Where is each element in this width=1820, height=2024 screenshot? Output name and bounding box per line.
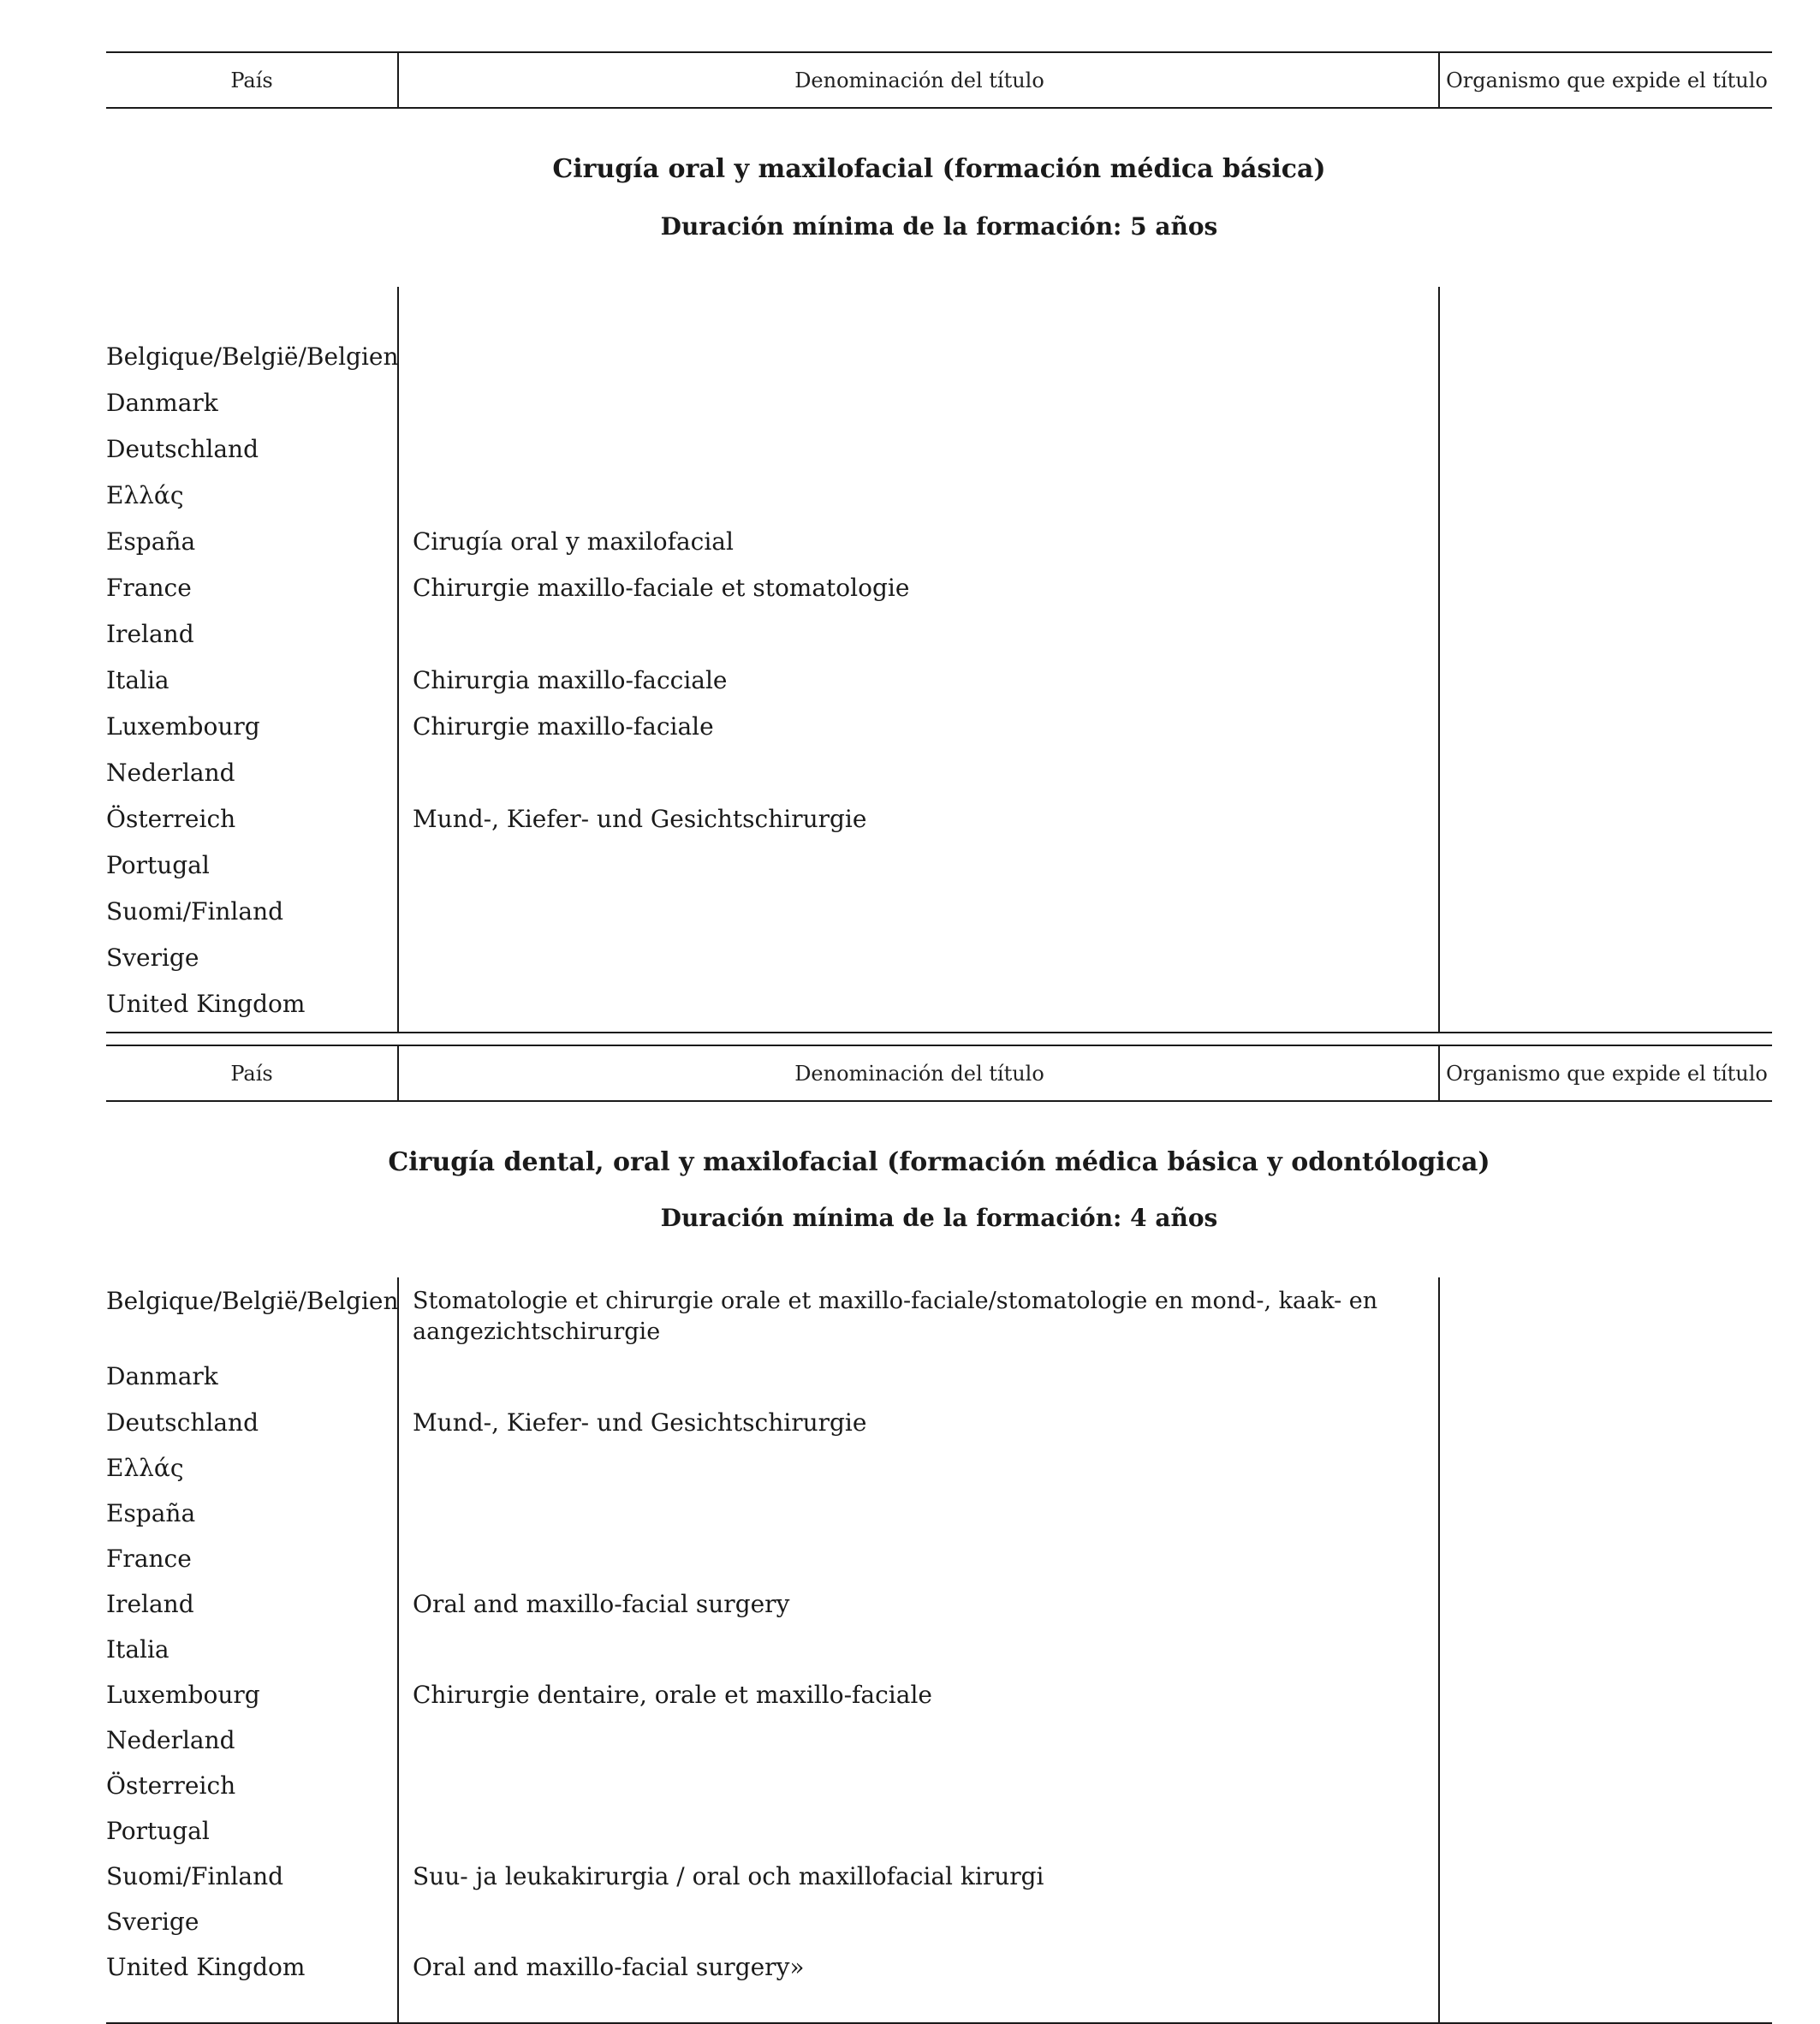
country-cell: Ireland [106, 1590, 194, 1618]
column-divider [1438, 287, 1440, 1032]
header-org: Organismo que expide el título [1438, 53, 1774, 107]
title-cell: Chirurgie maxillo-faciale et stomatologie [413, 574, 910, 602]
country-cell: Nederland [106, 1726, 235, 1754]
country-cell: España [106, 1499, 196, 1527]
country-cell: Nederland [106, 759, 235, 787]
country-cell: France [106, 574, 192, 602]
country-cell: Sverige [106, 944, 199, 972]
header-org: Organismo que expide el título [1438, 1046, 1774, 1100]
section-heading: Cirugía oral y maxilofacial (formación médica básica) [552, 154, 1326, 184]
country-cell: Ελλάς [106, 1454, 184, 1482]
country-cell: Österreich [106, 1771, 236, 1800]
country-cell: Suomi/Finland [106, 1862, 284, 1890]
country-cell: Luxembourg [106, 712, 260, 741]
section-duration: Duración mínima de la formación: 5 años [660, 212, 1218, 241]
column-divider [1438, 1277, 1440, 2022]
country-cell: Luxembourg [106, 1681, 260, 1709]
country-cell: Italia [106, 1635, 170, 1664]
section-duration: Duración mínima de la formación: 4 años [660, 1204, 1218, 1232]
country-cell: Danmark [106, 389, 218, 417]
column-divider [397, 287, 399, 1032]
country-cell: Sverige [106, 1908, 199, 1936]
header-title: Denominación del título [397, 1046, 1440, 1100]
header-title: Denominación del título [397, 53, 1440, 107]
table-header [106, 51, 1772, 109]
title-cell: Chirurgie dentaire, orale et maxillo-faciale [413, 1681, 932, 1709]
column-divider [397, 1277, 399, 2022]
country-cell: United Kingdom [106, 1953, 306, 1981]
country-cell: Italia [106, 666, 170, 694]
country-cell: Belgique/België/Belgien [106, 342, 399, 371]
country-cell: Ελλάς [106, 481, 184, 509]
country-cell: Österreich [106, 805, 236, 833]
country-cell: España [106, 527, 196, 556]
header-country: País [230, 68, 273, 92]
table-header [106, 1045, 1772, 1102]
title-cell: Mund-, Kiefer- und Gesichtschirurgie [413, 805, 867, 833]
country-cell: Belgique/België/Belgien [106, 1287, 399, 1315]
country-cell: Suomi/Finland [106, 897, 284, 926]
title-cell: Oral and maxillo-facial surgery» [413, 1953, 805, 1981]
country-cell: Deutschland [106, 435, 259, 463]
title-cell: Suu- ja leukakirurgia / oral och maxillofacial kirurgi [413, 1862, 1044, 1890]
title-cell: Cirugía oral y maxilofacial [413, 527, 734, 556]
table-body [106, 1277, 1772, 2024]
title-cell: Stomatologie et chirurgie orale et maxillo-faciale/stomatologie en mond-, kaak- en aangezichtschirurgie [413, 1288, 1378, 1345]
country-cell: Portugal [106, 851, 210, 879]
country-cell: Portugal [106, 1817, 210, 1845]
title-cell: Chirurgia maxillo-facciale [413, 666, 728, 694]
header-country: País [230, 1061, 273, 1086]
country-cell: Ireland [106, 620, 194, 648]
table-body [106, 287, 1772, 1033]
title-cell: Chirurgie maxillo-faciale [413, 712, 714, 741]
country-cell: Danmark [106, 1362, 218, 1390]
country-cell: Deutschland [106, 1408, 259, 1437]
title-cell: Oral and maxillo-facial surgery [413, 1590, 790, 1618]
country-cell: France [106, 1545, 192, 1573]
country-cell: United Kingdom [106, 990, 306, 1018]
title-cell: Mund-, Kiefer- und Gesichtschirurgie [413, 1408, 867, 1437]
section-heading: Cirugía dental, oral y maxilofacial (formación médica básica y odontólogica) [388, 1147, 1490, 1177]
